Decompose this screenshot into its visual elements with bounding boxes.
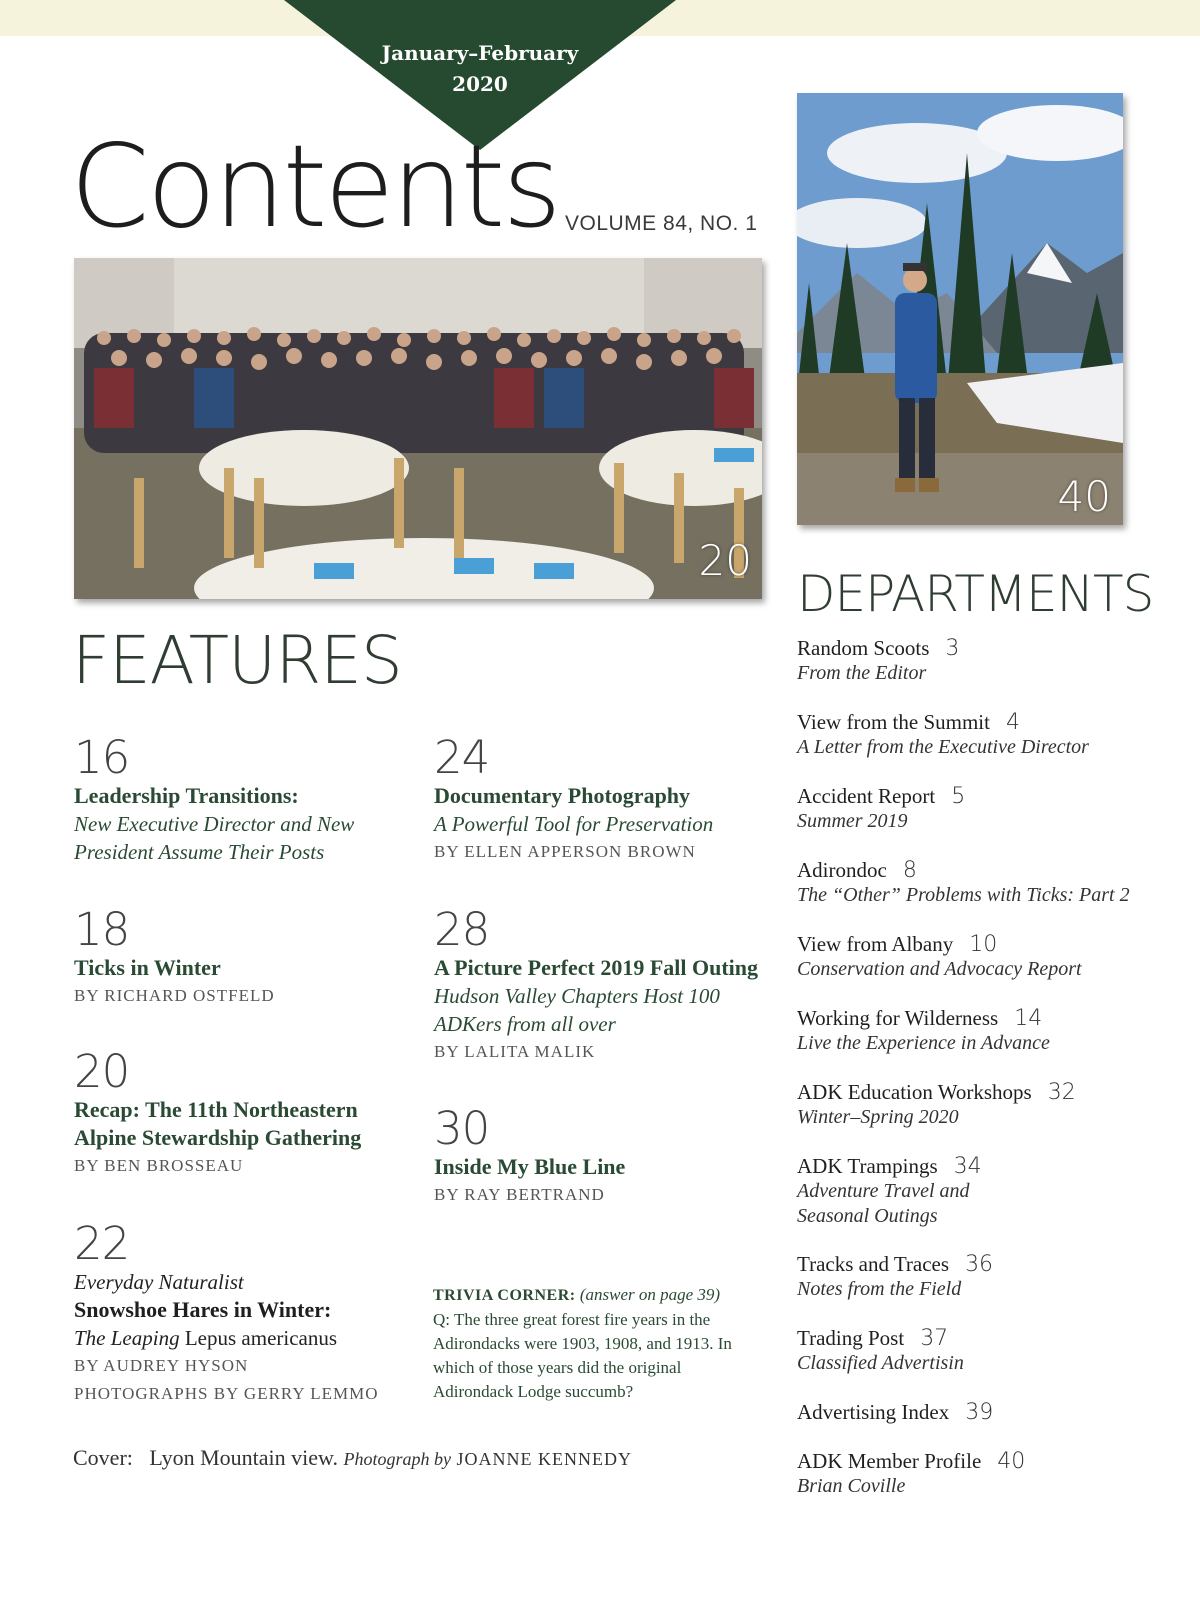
department-random-scoots[interactable]	[797, 636, 1177, 686]
department-subtitle: Classified Advertisin	[797, 1352, 964, 1374]
feature-page-number: 16	[74, 731, 130, 784]
department-title: Advertising Index	[797, 1400, 950, 1424]
department-subtitle: Adventure Travel and	[797, 1180, 970, 1202]
cover-text: Lyon Mountain view.	[149, 1445, 339, 1470]
cover-label: Cover:	[73, 1445, 133, 1470]
department-page-number: 4	[1005, 710, 1020, 735]
cover-photo-by: Photograph by	[343, 1449, 452, 1469]
department-page-number: 34	[953, 1154, 982, 1179]
feature-20[interactable]	[74, 1045, 404, 1180]
feature-subtitle: Hudson Valley Chapters Host 100	[434, 984, 720, 1008]
department-view-from-summit[interactable]	[797, 710, 1177, 760]
department-page-number: 37	[920, 1326, 949, 1351]
feature-page-number: 18	[74, 903, 130, 956]
department-trading-post[interactable]	[797, 1326, 1177, 1376]
department-page-number: 39	[965, 1400, 994, 1425]
feature-title: Inside My Blue Line	[434, 1154, 626, 1179]
page-title: Contents	[70, 120, 559, 253]
department-view-from-albany[interactable]	[797, 932, 1177, 982]
department-title: Adirondoc	[797, 858, 887, 882]
feature-28[interactable]	[434, 903, 764, 1066]
feature-18[interactable]	[74, 903, 404, 1010]
feature-22[interactable]	[74, 1217, 434, 1408]
department-page-number: 40	[997, 1449, 1026, 1474]
department-title-row	[797, 636, 1177, 661]
department-page-number: 36	[965, 1252, 994, 1277]
feature-byline: BY RICHARD OSTFELD	[74, 986, 275, 1005]
department-accident-report[interactable]	[797, 784, 1177, 834]
department-title-row	[797, 1400, 1177, 1425]
feature-byline: BY RAY BERTRAND	[434, 1185, 605, 1204]
department-page-number: 14	[1014, 1006, 1043, 1031]
department-title-row	[797, 1006, 1177, 1031]
feature-title: Snowshoe Hares in Winter:	[74, 1297, 332, 1322]
group-photo	[74, 258, 762, 599]
department-member-profile[interactable]	[797, 1449, 1177, 1499]
department-title: ADK Member Profile	[797, 1449, 982, 1473]
feature-page-number: 20	[74, 1045, 130, 1098]
department-subtitle: Brian Coville	[797, 1475, 906, 1497]
department-title-row	[797, 784, 1177, 809]
department-title-row	[797, 932, 1177, 957]
department-education-workshops[interactable]	[797, 1080, 1177, 1130]
feature-24[interactable]	[434, 731, 764, 866]
volume-number: VOLUME 84, NO. 1	[565, 212, 758, 235]
department-subtitle: Live the Experience in Advance	[797, 1032, 1050, 1054]
department-title: Tracks and Traces	[797, 1252, 950, 1276]
feature-byline: BY LALITA MALIK	[434, 1042, 596, 1061]
department-subtitle: From the Editor	[797, 662, 927, 684]
feature-kicker: Everyday Naturalist	[74, 1270, 244, 1294]
feature-title: Ticks in Winter	[74, 955, 221, 980]
feature-30[interactable]	[434, 1102, 764, 1209]
department-title-row	[797, 1080, 1177, 1105]
feature-subtitle	[74, 1324, 434, 1352]
feature-page-number: 22	[74, 1217, 130, 1270]
feature-photo-credit: PHOTOGRAPHS BY GERRY LEMMO	[74, 1384, 379, 1403]
department-tracks-and-traces[interactable]	[797, 1252, 1177, 1302]
department-subtitle: Winter–Spring 2020	[797, 1106, 959, 1128]
issue-date	[284, 38, 676, 100]
department-title-row	[797, 858, 1177, 883]
feature-subtitle: A Powerful Tool for Preservation	[434, 812, 714, 836]
department-title: ADK Education Workshops	[797, 1080, 1032, 1104]
feature-byline: BY ELLEN APPERSON BROWN	[434, 842, 696, 861]
portrait-photo	[797, 93, 1123, 525]
department-title-row	[797, 1326, 1177, 1351]
department-title-row	[797, 1449, 1177, 1474]
feature-page-number: 30	[434, 1102, 490, 1155]
department-trampings[interactable]	[797, 1154, 1177, 1229]
department-page-number: 10	[969, 932, 998, 957]
feature-title: A Picture Perfect 2019 Fall Outing	[434, 955, 759, 980]
department-title: Random Scoots	[797, 636, 930, 660]
department-working-for-wilderness[interactable]	[797, 1006, 1177, 1056]
department-title-row	[797, 710, 1177, 735]
department-title: Accident Report	[797, 784, 936, 808]
department-page-number: 3	[945, 636, 960, 661]
department-title-row	[797, 1252, 1177, 1277]
trivia-answer-note: (answer on page 39)	[579, 1285, 721, 1304]
department-page-number: 8	[902, 858, 917, 883]
trivia-question: Q: The three great forest fire years in the Adirondacks were 1903, 1908, and 1913. In which of those years did the original Adirondack Lodge succumb?	[433, 1310, 732, 1401]
department-subtitle: The “Other” Problems with Ticks: Part 2	[797, 884, 1130, 906]
department-subtitle: Conservation and Advocacy Report	[797, 958, 1082, 980]
feature-title: Leadership Transitions:	[74, 783, 299, 808]
issue-year: 2020	[452, 72, 508, 96]
department-title: Working for Wilderness	[797, 1006, 999, 1030]
trivia-label: TRIVIA CORNER:	[433, 1287, 576, 1304]
feature-title: Alpine Stewardship Gathering	[74, 1125, 362, 1150]
feature-page-number: 24	[434, 731, 490, 784]
group-photo-page-number: 20	[698, 536, 752, 585]
department-subtitle: Summer 2019	[797, 810, 908, 832]
department-subtitle: Notes from the Field	[797, 1278, 962, 1300]
issue-months: January–February	[381, 41, 579, 65]
feature-byline: BY BEN BROSSEAU	[74, 1156, 244, 1175]
feature-byline: BY AUDREY HYSON	[74, 1356, 249, 1375]
trivia-corner	[433, 1283, 763, 1404]
cover-caption	[73, 1445, 632, 1471]
feature-title: Recap: The 11th Northeastern	[74, 1097, 358, 1122]
feature-title: Documentary Photography	[434, 783, 691, 808]
department-subtitle: A Letter from the Executive Director	[797, 736, 1089, 758]
department-title: View from Albany	[797, 932, 954, 956]
feature-subtitle-plain: Lepus americanus	[179, 1326, 338, 1350]
department-title: Trading Post	[797, 1326, 905, 1350]
department-title-row	[797, 1154, 1177, 1179]
feature-subtitle: President Assume Their Posts	[74, 840, 325, 864]
feature-page-number: 28	[434, 903, 490, 956]
feature-subtitle: ADKers from all over	[434, 1012, 616, 1036]
department-page-number: 5	[951, 784, 966, 809]
department-advertising-index[interactable]	[797, 1400, 1177, 1425]
department-subtitle: Seasonal Outings	[797, 1205, 938, 1227]
feature-subtitle: New Executive Director and New	[74, 812, 355, 836]
department-title: ADK Trampings	[797, 1154, 938, 1178]
portrait-photo-page-number: 40	[1057, 472, 1111, 521]
feature-16[interactable]	[74, 731, 404, 866]
cover-photographer: JOANNE KENNEDY	[456, 1449, 632, 1469]
department-adirondoc[interactable]	[797, 858, 1177, 908]
department-title: View from the Summit	[797, 710, 990, 734]
feature-subtitle-italic: The Leaping	[74, 1326, 180, 1350]
departments-heading: DEPARTMENTS	[797, 565, 1154, 623]
department-page-number: 32	[1047, 1080, 1076, 1105]
features-heading: FEATURES	[72, 622, 402, 699]
